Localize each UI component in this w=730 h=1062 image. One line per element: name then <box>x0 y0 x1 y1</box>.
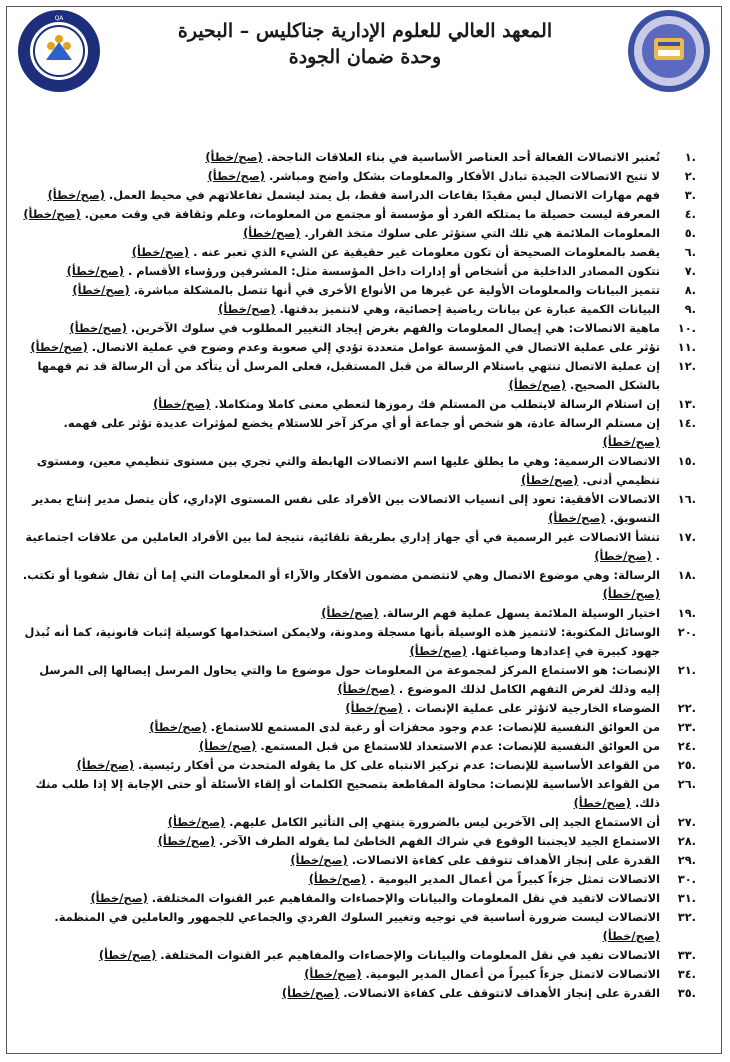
question-text <box>20 965 660 984</box>
question-body: من العوائق النفسية للإنصات: عدم وجود محفزات أو رغبة لدى المستمع للاستماع. <box>210 720 660 734</box>
question-item <box>20 870 696 889</box>
question-number: .٣ <box>684 188 696 202</box>
question-body: الاتصالات لاتمثل جزءاً كبيراً من أعمال المدير اليومية. <box>365 967 660 981</box>
question-number: .٣١ <box>677 891 696 905</box>
question-number: .١٢ <box>677 359 696 373</box>
question-text <box>20 167 660 186</box>
question-body: القدرة على إنجاز الأهداف تتوقف على كفاءة الاتصالات. <box>351 853 660 867</box>
question-item <box>20 832 696 851</box>
question-text <box>20 414 660 452</box>
true-false-answer: (صح/خطأ) <box>218 302 276 316</box>
question-body: تُعتبر الاتصالات الفعالة أحد العناصر الأساسية في بناء العلاقات الناجحة. <box>266 150 660 164</box>
question-item <box>20 756 696 775</box>
question-number: .٢٥ <box>677 758 696 772</box>
question-item <box>20 186 696 205</box>
question-text <box>20 224 660 243</box>
question-body: لا تتيح الاتصالات الجيدة تبادل الأفكار والمعلومات بشكل واضح ومباشر. <box>268 169 660 183</box>
true-false-answer: (صح/خطأ) <box>602 929 660 943</box>
question-number: .٢٠ <box>677 625 696 639</box>
question-body: الاتصالات لاتفيد في نقل المعلومات والبيانات والإحصاءات والمفاهيم عبر القنوات المختلفة. <box>151 891 660 905</box>
true-false-answer: (صح/خطأ) <box>23 207 81 221</box>
question-body: الوسائل المكتوبة: لاتتميز هذه الوسيلة بأنها مسجلة ومدونة، ولايمكن استخدامها كوسيلة إثبات قانونية، كما أنه تُبذل جهود كبيرة في إعدادها وصياغتها. <box>24 625 660 658</box>
page-header <box>0 0 730 100</box>
question-body: تتكون المصادر الداخلية من أشخاص أو إدارات داخل المؤسسة مثل: المشرفين ورؤساء الأقسام . <box>127 264 660 278</box>
true-false-answer: (صح/خطأ) <box>520 473 579 487</box>
question-number: .١ <box>684 150 696 164</box>
question-number: .٢٤ <box>677 739 696 753</box>
question-body: من القواعد الأساسية للإنصات: عدم تركيز الانتباه على كل ما يقوله المتحدث من أفكار رئيسية. <box>138 758 660 772</box>
question-body: الاتصالات الرسمية: وهي ما يطلق عليها اسم الاتصالات الهابطة والتي تجري بين مستوى تنظيمي معين، ومستوى تنظيمي أدنى. <box>36 454 660 487</box>
question-text <box>20 908 660 946</box>
true-false-answer: (صح/خطأ) <box>602 435 660 449</box>
question-number: .١٣ <box>677 397 696 411</box>
question-text <box>20 357 660 395</box>
question-item <box>20 167 696 186</box>
question-number: .٢١ <box>677 663 696 677</box>
question-text <box>20 737 660 756</box>
question-number: .٥ <box>684 226 696 240</box>
question-item <box>20 490 696 528</box>
question-text <box>20 604 660 623</box>
question-item <box>20 908 696 946</box>
question-text <box>20 870 660 889</box>
question-body: الاتصالات تفيد في نقل المعلومات والبيانات والإحصاءات والمفاهيم عبر القنوات المختلفة. <box>160 948 660 962</box>
question-item <box>20 775 696 813</box>
question-item <box>20 604 696 623</box>
question-number: .١٩ <box>677 606 696 620</box>
true-false-answer: (صح/خطأ) <box>157 834 216 848</box>
true-false-answer: (صح/خطأ) <box>47 188 105 202</box>
true-false-answer: (صح/خطأ) <box>548 511 606 525</box>
question-text <box>20 205 660 224</box>
question-body: يقصد بالمعلومات الصحيحة أن تكون معلومات غير حقيقية عن الشيء الذي تعبر عنه . <box>193 245 660 259</box>
question-text <box>20 661 660 699</box>
question-text <box>20 756 660 775</box>
question-body: تنشأ الاتصالات غير الرسمية في أي جهاز إداري بطريقة تلقائية، نتيجة لما بين الأفراد العاملين من علاقات اجتماعية . <box>25 530 660 563</box>
question-body: إن مستلم الرسالة عادة، هو شخص أو جماعة أو أي مركز آخر للاستلام يخضع لمؤثرات عديدة تؤثر على فهمه. <box>63 416 660 430</box>
true-false-answer: (صح/خطأ) <box>290 853 348 867</box>
question-number: .٨ <box>684 283 696 297</box>
question-text <box>20 699 660 718</box>
question-item <box>20 718 696 737</box>
question-number: .١٥ <box>677 454 696 468</box>
question-body: إن استلام الرسالة لايتطلب من المستلم فك رموزها لتعطي معنى كاملا ومتكاملا. <box>214 397 660 411</box>
question-body: البيانات الكمية عبارة عن بيانات رياضية إحصائية، وهي لاتتميز بدقتها. <box>279 302 660 316</box>
question-text <box>20 262 660 281</box>
question-number: .٢٧ <box>677 815 696 829</box>
question-text <box>20 566 660 604</box>
question-text <box>20 338 660 357</box>
question-item <box>20 300 696 319</box>
question-body: تتميز البيانات والمعلومات الأولية عن غيرها من الأنواع الأخرى في أنها تتصل بالمشكلة مباشرة. <box>133 283 660 297</box>
svg-text:QA: QA <box>54 15 64 22</box>
question-body: تؤثر على عملية الاتصال في المؤسسة عوامل متعددة تؤدي إلي صعوبة وعدم وضوح في عملية الاتصال. <box>91 340 660 354</box>
institute-logo-icon <box>626 8 712 94</box>
question-body: من القواعد الأساسية للإنصات: محاولة المقاطعة بتصحيح الكلمات أو إلقاء الأسئلة أو حتى الإجابة إلا إذا طلب منك ذلك. <box>35 777 660 810</box>
question-item <box>20 984 696 1003</box>
question-body: الاتصالات الأفقية: تعود إلى انسياب الاتصالات بين الأفراد على نفس المستوى الإداري، كأن يتصل مدير إنتاج بمدير التسويق. <box>32 492 660 525</box>
true-false-answer: (صح/خطأ) <box>90 891 148 905</box>
unit-name: وحدة ضمان الجودة <box>288 46 442 68</box>
question-text <box>20 148 660 167</box>
true-false-answer: (صح/خطأ) <box>508 378 567 392</box>
question-item <box>20 357 696 395</box>
question-number: .٢٢ <box>677 701 696 715</box>
question-item <box>20 224 696 243</box>
question-body: القدرة على إنجاز الأهداف لاتتوقف على كفاءة الاتصالات. <box>343 986 660 1000</box>
question-body: المعرفة ليست حصيلة ما يمتلكه الفرد أو مؤسسة أو مجتمع من المعلومات، وعلم وثقافة في وقت معين. <box>84 207 660 221</box>
question-text <box>20 946 660 965</box>
true-false-answer: (صح/خطأ) <box>167 815 226 829</box>
question-body: الاتصالات ليست ضرورة أساسية في توجيه وتغيير السلوك الفردي والجماعي للجمهور والعاملين في المنظمة. <box>54 910 660 924</box>
question-number: .٣٤ <box>677 967 696 981</box>
question-item <box>20 338 696 357</box>
question-number: .٩ <box>684 302 696 316</box>
question-body: فهم مهارات الاتصال ليس مقيدًا بقاعات الدراسة فقط، بل يمتد ليشمل تفاعلاتهم في محيط العمل. <box>108 188 660 202</box>
true-false-answer: (صح/خطأ) <box>66 264 125 278</box>
question-number: .٢٨ <box>677 834 696 848</box>
question-text <box>20 832 660 851</box>
true-false-answer: (صح/خطأ) <box>573 796 631 810</box>
question-number: .٢ <box>684 169 696 183</box>
question-item <box>20 243 696 262</box>
question-item <box>20 566 696 604</box>
question-item <box>20 205 696 224</box>
question-item <box>20 965 696 984</box>
question-item <box>20 414 696 452</box>
question-number: .١٠ <box>677 321 696 335</box>
true-false-answer: (صح/خطأ) <box>131 245 190 259</box>
question-item <box>20 661 696 699</box>
question-body: المعلومات الملائمة هي تلك التي ستؤثر على سلوك متخذ القرار. <box>304 226 660 240</box>
question-body: الضوضاء الخارجية لاتؤثر على عملية الإنصات . <box>406 701 660 715</box>
true-false-answer: (صح/خطأ) <box>243 226 301 240</box>
true-false-answer: (صح/خطأ) <box>72 283 130 297</box>
true-false-answer: (صح/خطأ) <box>337 682 395 696</box>
question-item <box>20 813 696 832</box>
question-item <box>20 452 696 490</box>
question-body: إن عملية الاتصال تنتهي باستلام الرسالة من قبل المستقبل، فعلى المرسل أن يتأكد من أن الرسالة قد تم فهمها بالشكل الصحيح. <box>37 359 660 392</box>
question-text <box>20 718 660 737</box>
question-text <box>20 452 660 490</box>
question-item <box>20 699 696 718</box>
question-text <box>20 623 660 661</box>
question-number: .٢٦ <box>677 777 696 791</box>
true-false-answer: (صح/خطأ) <box>199 739 257 753</box>
question-item <box>20 946 696 965</box>
questions-list <box>20 148 696 1003</box>
question-body: الإنصات: هو الاستماع المركز لمجموعة من المعلومات حول موضوع ما والتي يحاول المرسل إيصالها إلى المرسل إليه وذلك لغرض التفهم الكامل لذلك الموضوع . <box>39 663 660 696</box>
question-item <box>20 262 696 281</box>
question-body: اختيار الوسيلة الملائمة يسهل عملية فهم الرسالة. <box>382 606 660 620</box>
true-false-answer: (صح/خطأ) <box>281 986 340 1000</box>
question-text <box>20 281 660 300</box>
question-text <box>20 395 660 414</box>
question-number: .١٨ <box>677 568 696 582</box>
institute-name: المعهد العالي للعلوم الإدارية جناكليس – البحيرة <box>177 20 553 42</box>
question-item <box>20 281 696 300</box>
question-item <box>20 148 696 167</box>
question-item <box>20 623 696 661</box>
question-number: .٧ <box>684 264 696 278</box>
true-false-answer: (صح/خطأ) <box>30 340 88 354</box>
true-false-answer: (صح/خطأ) <box>321 606 379 620</box>
question-item <box>20 528 696 566</box>
true-false-answer: (صح/خطأ) <box>153 397 211 411</box>
question-body: الرسالة: وهي موضوع الاتصال وهي لاتتضمن مضمون الأفكار والآراء أو المعلومات التي إما أن تقال شفويا أو تكتب. <box>22 568 660 582</box>
question-text <box>20 775 660 813</box>
true-false-answer: (صح/خطأ) <box>308 872 367 886</box>
question-item <box>20 395 696 414</box>
true-false-answer: (صح/خطأ) <box>98 948 157 962</box>
true-false-answer: (صح/خطأ) <box>345 701 403 715</box>
question-body: من العوائق النفسية للإنصات: عدم الاستعداد للاستماع من قبل المستمع. <box>260 739 660 753</box>
true-false-answer: (صح/خطأ) <box>76 758 135 772</box>
question-text <box>20 186 660 205</box>
true-false-answer: (صح/خطأ) <box>409 644 467 658</box>
question-number: .٣٥ <box>677 986 696 1000</box>
question-text <box>20 851 660 870</box>
true-false-answer: (صح/خطأ) <box>205 150 263 164</box>
question-text <box>20 528 660 566</box>
question-text <box>20 984 660 1003</box>
question-body: أن الاستماع الجيد إلى الآخرين ليس بالضرورة ينتهي إلى التأثير الكامل عليهم. <box>229 815 660 829</box>
question-body: ماهية الاتصالات: هي إيصال المعلومات والفهم بغرض إيجاد التغيير المطلوب في سلوك الآخرين. <box>130 321 660 335</box>
true-false-answer: (صح/خطأ) <box>69 321 127 335</box>
question-text <box>20 243 660 262</box>
question-item <box>20 319 696 338</box>
question-text <box>20 813 660 832</box>
true-false-answer: (صح/خطأ) <box>149 720 207 734</box>
header-title-block <box>150 18 580 70</box>
question-body: الاتصالات تمثل جزءاً كبيراً من أعمال المدير اليومية . <box>370 872 660 886</box>
question-item <box>20 889 696 908</box>
question-text <box>20 490 660 528</box>
quality-assurance-unit-logo-icon <box>16 8 102 94</box>
question-item <box>20 851 696 870</box>
question-body: الاستماع الجيد لايجنبنا الوقوع في شراك الفهم الخاطئ لما يقوله الطرف الآخر. <box>219 834 660 848</box>
question-item <box>20 737 696 756</box>
question-number: .٢٣ <box>677 720 696 734</box>
question-number: .١٦ <box>677 492 696 506</box>
true-false-answer: (صح/خطأ) <box>304 967 362 981</box>
question-number: .٤ <box>684 207 696 221</box>
question-number: .٣٢ <box>677 910 696 924</box>
question-number: .٣٣ <box>677 948 696 962</box>
question-text <box>20 889 660 908</box>
true-false-answer: (صح/خطأ) <box>207 169 265 183</box>
true-false-answer: (صح/خطأ) <box>594 549 652 563</box>
question-number: .٣٠ <box>677 872 696 886</box>
question-number: .٢٩ <box>677 853 696 867</box>
question-number: .١١ <box>677 340 696 354</box>
question-number: .١٤ <box>677 416 696 430</box>
question-text <box>20 300 660 319</box>
question-number: .٦ <box>684 245 696 259</box>
question-number: .١٧ <box>677 530 696 544</box>
question-text <box>20 319 660 338</box>
true-false-answer: (صح/خطأ) <box>602 587 660 601</box>
